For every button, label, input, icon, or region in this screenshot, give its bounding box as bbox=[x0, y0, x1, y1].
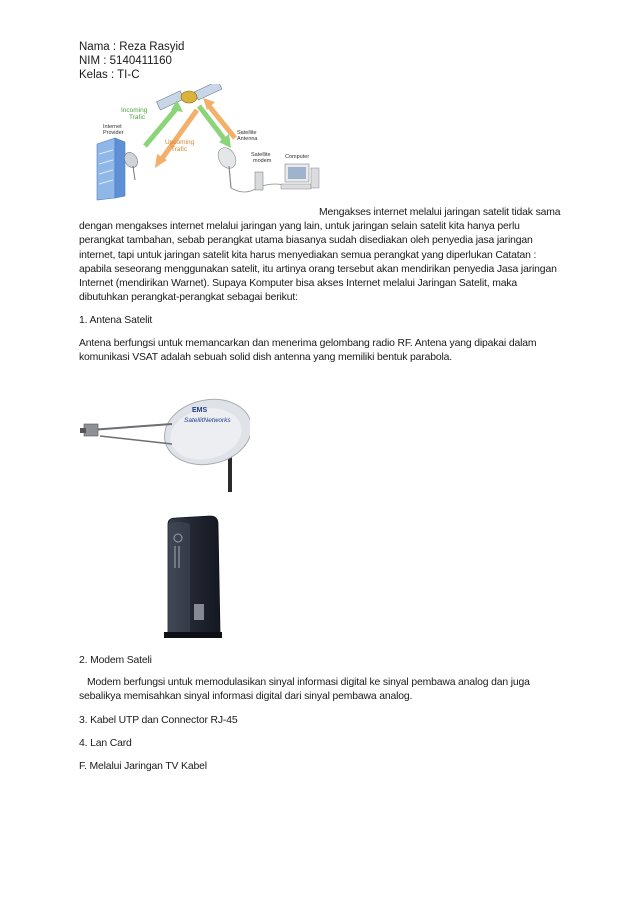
item2-title: 2. Modem Sateli bbox=[79, 655, 152, 666]
intro-paragraph: dengan mengakses internet melalui jaringan yang lain, untuk jaringan selain satelit kita hanya perlu perangkat tambahan, sebab perangkat utama biasanya sudah disediakan oleh penyedia jasa jaringan internet, tapi untuk jaringan satelit kita harus menyediakan semua perangkat yang diperlukan Catatan : apabila seseorang menggunakan satelit, itu artinya orang tersebut akan mendirikan penyedia Jasa jaringan Internet (mendirikan Warnet). Supaya Komputer bisa akses Internet melalui Jaringan Satelit, maka dibutuhkan perangkat-perangkat sebagai berikut: bbox=[79, 221, 557, 304]
student-nim: NIM : 5140411160 bbox=[79, 55, 172, 67]
item2-description: Modem berfungsi untuk memodulasikan sinyal informasi digital ke sinyal pembawa analog dan juga sebalikya memisahkan sinyal informasi digital dari sinyal pembawa analog. bbox=[79, 677, 530, 703]
item1-description: Antena berfungsi untuk memancarkan dan menerima gelombang radio RF. Antena yang dipakai dalam komunikasi VSAT adalah sebuah solid dish antenna yang memiliki bentuk parabola. bbox=[79, 338, 537, 364]
satellite-network-diagram bbox=[85, 84, 325, 202]
upcoming-label: Upcoming Trafic bbox=[165, 139, 195, 153]
user-modem-icon bbox=[255, 172, 263, 190]
item4-title: 4. Lan Card bbox=[79, 738, 132, 749]
computer-icon bbox=[281, 164, 319, 189]
item1-title: 1. Antena Satelit bbox=[79, 315, 153, 326]
dish-logo-bottom: SatellitNetworks bbox=[184, 417, 231, 424]
satellite-dish-image bbox=[80, 384, 250, 492]
computer-label: Computer bbox=[285, 154, 310, 160]
incoming-label: Incoming Trafic bbox=[121, 107, 148, 121]
antenna-label: Satellite Antenna bbox=[237, 130, 258, 142]
user-dish-icon bbox=[215, 144, 240, 188]
student-class: Kelas : TI-C bbox=[79, 69, 140, 81]
provider-building-icon bbox=[97, 138, 125, 200]
itemF-title: F. Melalui Jaringan TV Kabel bbox=[79, 761, 207, 772]
provider-label: Internet Provider bbox=[103, 124, 124, 136]
dish-logo-top: EMS bbox=[192, 407, 208, 414]
modem-label: Satellite modem bbox=[251, 152, 272, 164]
student-name: Nama : Reza Rasyid bbox=[79, 41, 185, 53]
item3-title: 3. Kabel UTP dan Connector RJ-45 bbox=[79, 715, 238, 726]
satellite-modem-image bbox=[160, 514, 226, 642]
intro-first-line: Mengakses internet melalui jaringan satelit tidak sama bbox=[319, 207, 561, 218]
